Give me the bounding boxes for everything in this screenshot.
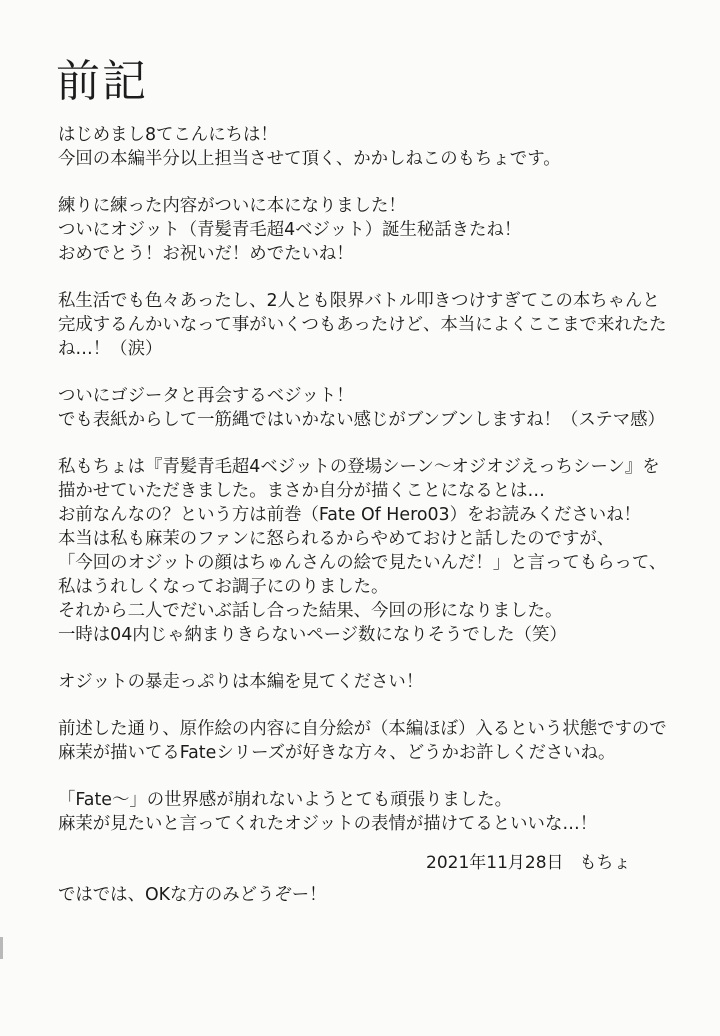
- text-line: 麻茉が見たいと言ってくれたオジットの表情が描けてるといいな…！: [58, 814, 598, 834]
- text-line: 私はうれしくなってお調子にのりました。: [58, 577, 389, 597]
- text-line: オジットの暴走っぷりは本編を見てください！: [58, 672, 424, 692]
- text-line: 一時は04内じゃ納まりきらないページ数になりそうでした（笑）: [58, 625, 567, 645]
- text-line: 前述した通り、原作絵の内容に自分絵が（本編ほぼ）入るという状態ですので: [58, 719, 667, 739]
- text-line: ついにオジット（青髪青毛超4ベジット）誕生秘話きたね！: [58, 220, 522, 240]
- signature-author: もちょ: [579, 853, 631, 873]
- signature: [426, 852, 631, 874]
- text-line: でも表紙からして一筋縄ではいかない感じがブンブンしますね！（ステマ感）: [58, 410, 665, 430]
- text-line: 今回の本編半分以上担当させて頂く、かかしねこのもちょです。: [58, 149, 561, 169]
- text-line: 完成するんかいなって事がいくつもあったけど、本当によくここまで来れたた: [58, 315, 667, 335]
- text-line: 私もちょは『青髪青毛超4ベジットの登場シーン〜オジオジえっちシーン』を: [58, 457, 660, 477]
- text-line: ではでは、OKな方のみどうぞー！: [58, 885, 327, 905]
- text-line: 本当は私も麻茉のファンに怒られるからやめておけと話したのですが、: [58, 529, 615, 549]
- text-line: 麻茉が描いてるFateシリーズが好きな方々、どうかお許しくださいね。: [58, 743, 616, 763]
- text-line: はじめまし8てこんにちは！: [58, 125, 278, 145]
- text-line: ついにゴジータと再会するベジット！: [58, 386, 354, 406]
- text-line: 「今回のオジットの顔はちゅんさんの絵で見たいんだ！」と言ってもらって、: [58, 553, 667, 573]
- text-line: お前なんなの？という方は前巻（Fate Of Hero03）をお読みくださいね！: [58, 505, 641, 525]
- text-line: 描かせていただきました。まさか自分が描くことになるとは…: [58, 481, 545, 501]
- text-line: 私生活でも色々あったし、2人とも限界バトル叩きつけすぎてこの本ちゃんと: [58, 291, 660, 311]
- signature-date: 2021年11月28日: [426, 853, 564, 873]
- text-line: おめでとう！お祝いだ！めでたいね！: [58, 244, 354, 264]
- page-title: 前記: [56, 56, 148, 107]
- page-edge-mark: [0, 937, 3, 959]
- text-line: 練りに練った内容がついに本になりました！: [58, 196, 406, 216]
- text-line: ね…！（涙）: [58, 339, 163, 359]
- text-line: それから二人でだいぶ話し合った結果、今回の形になりました。: [58, 601, 563, 621]
- text-line: 「Fate〜」の世界感が崩れないようとても頑張りました。: [58, 790, 512, 810]
